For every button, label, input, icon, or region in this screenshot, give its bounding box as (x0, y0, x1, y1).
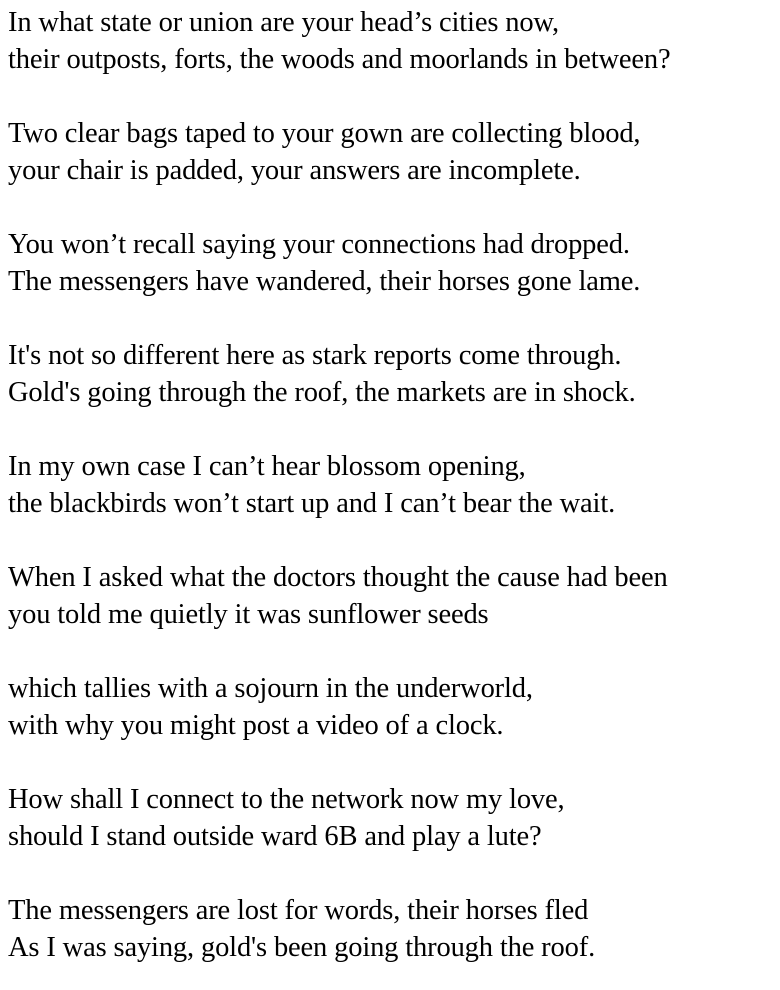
poem-line: The messengers are lost for words, their horses fled (8, 895, 589, 926)
poem-line: the blackbirds won’t start up and I can’t bear the wait. (8, 488, 616, 519)
poem-line: with why you might post a video of a clock. (8, 710, 504, 741)
poem-line: Two clear bags taped to your gown are collecting blood, (8, 118, 641, 149)
poem-line: It's not so different here as stark reports come through. (8, 340, 622, 371)
poem-line: When I asked what the doctors thought the cause had been (8, 562, 668, 593)
stanza-1 (8, 4, 776, 78)
stanza-3 (8, 226, 776, 300)
stanza-9 (8, 892, 776, 966)
poem-line: As I was saying, gold's been going through the roof. (8, 932, 596, 963)
stanza-8 (8, 781, 776, 855)
poem-line: which tallies with a sojourn in the underworld, (8, 673, 533, 704)
poem-line: In what state or union are your head’s cities now, (8, 7, 559, 38)
stanza-2 (8, 115, 776, 189)
poem-line: your chair is padded, your answers are incomplete. (8, 155, 581, 186)
poem-line: In my own case I can’t hear blossom opening, (8, 451, 526, 482)
poem-line: You won’t recall saying your connections had dropped. (8, 229, 630, 260)
poem-line: you told me quietly it was sunflower seeds (8, 599, 489, 630)
poem-line: The messengers have wandered, their horses gone lame. (8, 266, 641, 297)
stanza-7 (8, 670, 776, 744)
stanza-6 (8, 559, 776, 633)
stanza-4 (8, 337, 776, 411)
poem-line: their outposts, forts, the woods and moorlands in between? (8, 44, 671, 75)
poem-line: How shall I connect to the network now my love, (8, 784, 565, 815)
poem-body (8, 4, 776, 966)
poem-line: should I stand outside ward 6B and play a lute? (8, 821, 542, 852)
stanza-5 (8, 448, 776, 522)
poem-line: Gold's going through the roof, the markets are in shock. (8, 377, 636, 408)
